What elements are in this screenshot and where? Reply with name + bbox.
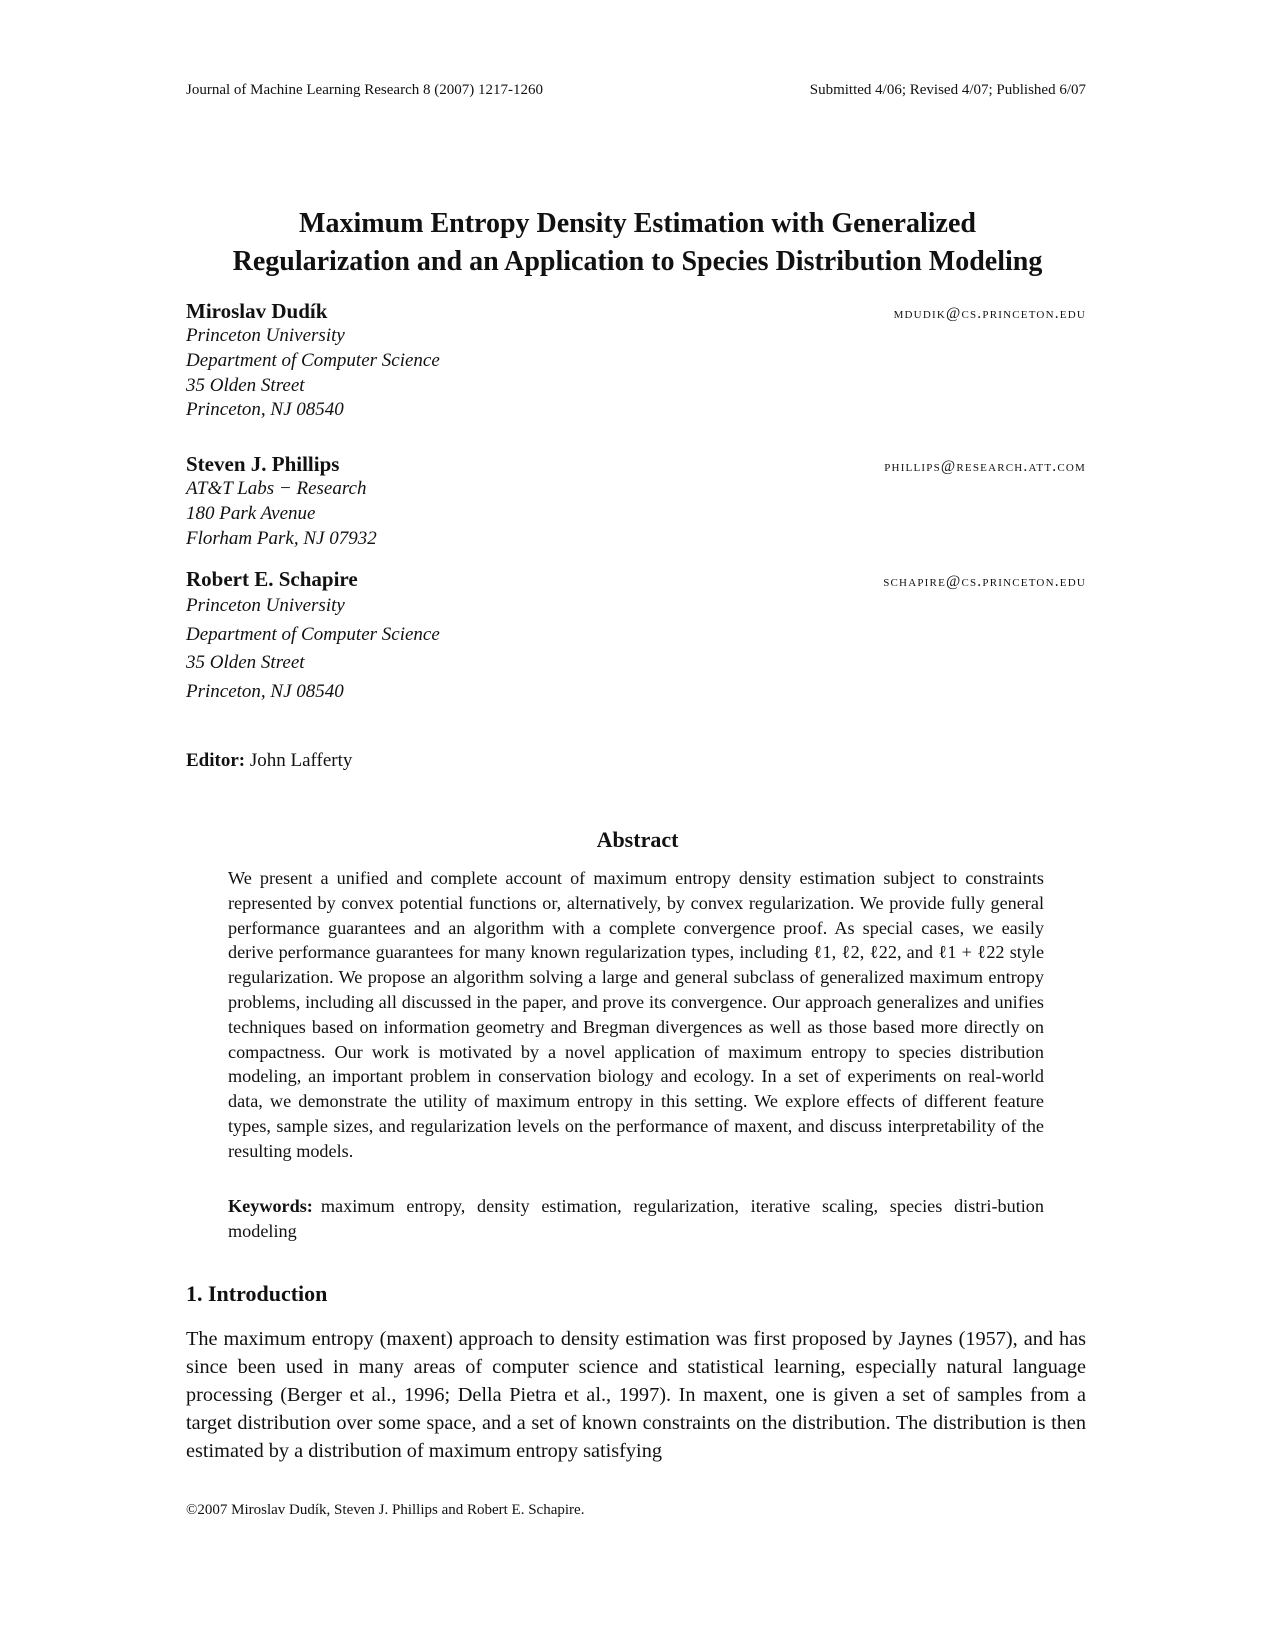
math-separator: , — [831, 942, 842, 963]
affiliation-line: 35 Olden Street — [186, 374, 305, 396]
math-l2: ℓ2 — [841, 942, 860, 963]
abstract-heading: Abstract — [596, 827, 679, 852]
math-l2-squared: ℓ22 — [869, 942, 897, 963]
keywords-label: Keywords: — [228, 1196, 313, 1216]
affiliation-line: 35 Olden Street — [186, 652, 305, 673]
author-name: Robert E. Schapire — [186, 567, 358, 591]
author-email: mdudik@cs.princeton.edu — [893, 305, 1086, 322]
abstract-text-part-2: style regularization. We propose an algorithm solving a large and general subclass of generalized maximum entropy problems, including all discussed in the paper, and prove its convergence. Our approach generalizes and unifies techniques based on information geometry and Bregman divergences as well as those based more directly on compactness. Our work is motivated by a novel application of maximum entropy to species distribution modeling, an important problem in conservation biology and ecology. In a set of experiments on real-world data, we demonstrate the utility of maximum entropy in this setting. We explore effects of different feature types, sample sizes, and regularization levels on the performance of maxent, and discuss interpretability of the resulting models. — [228, 942, 1045, 1161]
keywords — [228, 1194, 1044, 1244]
affiliation-line: Department of Computer Science — [186, 349, 440, 371]
math-separator: , and — [896, 942, 939, 963]
affiliation-line: AT&T Labs − Research — [186, 478, 367, 499]
editor-label: Editor: — [186, 750, 246, 771]
author-block-phillips — [186, 451, 1086, 551]
math-l1-plus-l2-squared: ℓ1 + ℓ22 — [938, 942, 1005, 963]
affiliation-line: Princeton, NJ 08540 — [186, 680, 344, 702]
author-block-dudik — [186, 298, 1086, 423]
publication-dates: Submitted 4/06; Revised 4/07; Published 6/07 — [809, 82, 1086, 98]
author-email: phillips@research.att.com — [884, 458, 1086, 475]
copyright-footer: ©2007 Miroslav Dudík, Steven J. Phillips and Robert E. Schapire. — [186, 1502, 585, 1518]
journal-citation: Journal of Machine Learning Research 8 (2007) 1217-1260 — [186, 82, 543, 98]
affiliation-line: Princeton University — [186, 325, 345, 346]
affiliation-line: Princeton University — [186, 595, 345, 616]
running-head — [186, 82, 1086, 99]
affiliation-line: Department of Computer Science — [186, 623, 440, 645]
abstract-text-part-1: We present a unified and complete account of maximum entropy density estimation subject to constraints represented by convex potential functions or, alternatively, by convex regularization. We provide fully general performance guarantees and an algorithm with a complete convergence proof. As special cases, we easily derive performance guarantees for many known regularization types, including — [228, 868, 1044, 963]
author-block-schapire — [186, 566, 1086, 706]
math-separator: , — [859, 942, 870, 963]
author-name: Miroslav Dudík — [186, 299, 328, 323]
affiliation-line: 180 Park Avenue — [186, 502, 316, 524]
section-heading-introduction: 1. Introduction — [186, 1281, 328, 1306]
title-line-1: Maximum Entropy Density Estimation with Generalized — [299, 208, 976, 239]
abstract-body — [228, 866, 1044, 1164]
paper-title — [150, 205, 1125, 281]
author-name: Steven J. Phillips — [186, 452, 340, 476]
affiliation-line: Florham Park, NJ 07932 — [186, 527, 377, 549]
editor-name: John Lafferty — [249, 750, 353, 771]
introduction-paragraph: The maximum entropy (maxent) approach to density estimation was first proposed by Jaynes (1957), and has since been used in many areas of computer science and statistical learning, especially natural language processing (Berger et al., 1996; Della Pietra et al., 1997). In maxent, one is given a set of samples from a target distribution over some space, and a set of known constraints on the distribution. The distribution is then estimated by a distribution of maximum entropy satisfying — [186, 1328, 1086, 1462]
math-l1: ℓ1 — [813, 942, 832, 963]
editor-line — [186, 750, 352, 772]
keywords-text: maximum entropy, density estimation, regularization, iterative scaling, species distri-bution modeling — [228, 1196, 1044, 1241]
title-line-2: Regularization and an Application to Species Distribution Modeling — [232, 246, 1043, 277]
affiliation-line: Princeton, NJ 08540 — [186, 399, 344, 421]
author-email: schapire@cs.princeton.edu — [883, 573, 1086, 590]
